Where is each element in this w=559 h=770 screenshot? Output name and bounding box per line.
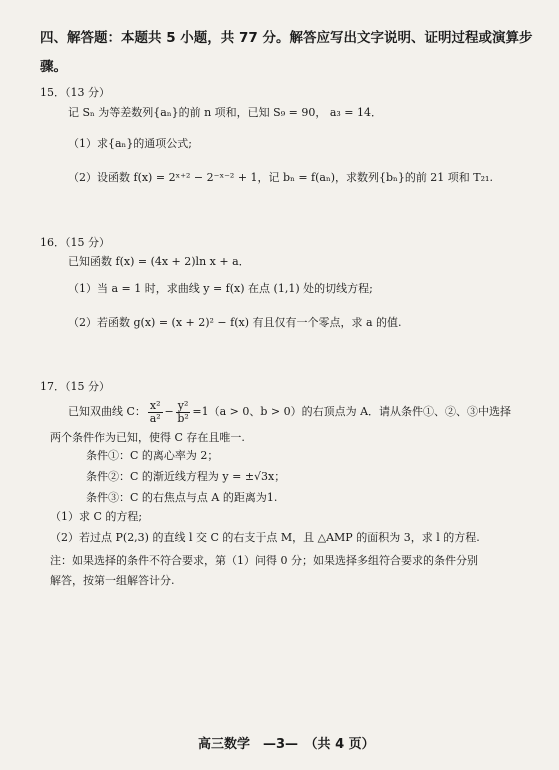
q17-fraction-y (176, 400, 191, 425)
page-footer: 高三数学 —3— （共 4 页） (198, 737, 375, 752)
q16-header: 16．（15 分） (40, 236, 110, 249)
q17-part1: （1）求 C 的方程; (50, 510, 143, 523)
q17-note-line2: 解答，按第一组解答计分. (50, 574, 175, 587)
q15-header: 15．（13 分） (40, 86, 110, 99)
q17-given-prefix: 已知双曲线 C： (68, 405, 146, 418)
q17-part2: （2）若过点 P(2,3) 的直线 l 交 C 的右支于点 M，且 △AMP 的面积为 3，求 l 的方程. (50, 531, 480, 544)
q16-part1: （1）当 a = 1 时，求曲线 y = f(x) 在点 (1,1) 处的切线方程; (68, 282, 373, 295)
q17-given-line2: 两个条件作为已知，使得 C 存在且唯一. (50, 431, 245, 444)
q17-given-suffix: =1（a > 0、b > 0）的右顶点为 A．请从条件①、②、③中选择 (192, 405, 512, 418)
q16-given: 已知函数 f(x) = (4x + 2)ln x + a． (68, 255, 250, 268)
q17-frac1-denominator: a² (149, 411, 161, 425)
q15-part2: （2）设函数 f(x) = 2ˣ⁺² − 2⁻ˣ⁻² + 1，记 bₙ = f(aₙ)，求数列{bₙ}的前 21 项和 T₂₁. (68, 171, 493, 184)
section-title-line2: 骤。 (40, 59, 67, 75)
q17-header: 17．（15 分） (40, 380, 110, 393)
q17-note-line1: 注：如果选择的条件不符合要求，第（1）问得 0 分；如果选择多组符合要求的条件分别 (50, 554, 478, 567)
q17-condition-2: 条件②：C 的渐近线方程为 y = ±√3x； (86, 470, 286, 483)
q17-given-line1 (68, 398, 511, 426)
q15-part1: （1）求{aₙ}的通项公式; (68, 137, 193, 150)
q16-part2: （2）若函数 g(x) = (x + 2)² − f(x) 有且仅有一个零点，求 a 的值. (68, 316, 402, 329)
q17-frac2-denominator: b² (177, 411, 189, 425)
q17-minus: − (164, 405, 174, 418)
q17-frac1-numerator: x² (149, 398, 161, 412)
q17-frac2-numerator: y² (177, 398, 189, 412)
q15-given: 记 Sₙ 为等差数列{aₙ}的前 n 项和，已知 S₉ = 90， a₃ = 14． (68, 106, 382, 119)
q17-condition-3: 条件③：C 的右焦点与点 A 的距离为1. (86, 491, 278, 504)
q17-condition-1: 条件①：C 的离心率为 2； (86, 449, 219, 462)
q17-fraction-x (148, 400, 163, 425)
section-title-line1: 四、解答题：本题共 5 小题，共 77 分。解答应写出文字说明、证明过程或演算步 (40, 30, 533, 46)
